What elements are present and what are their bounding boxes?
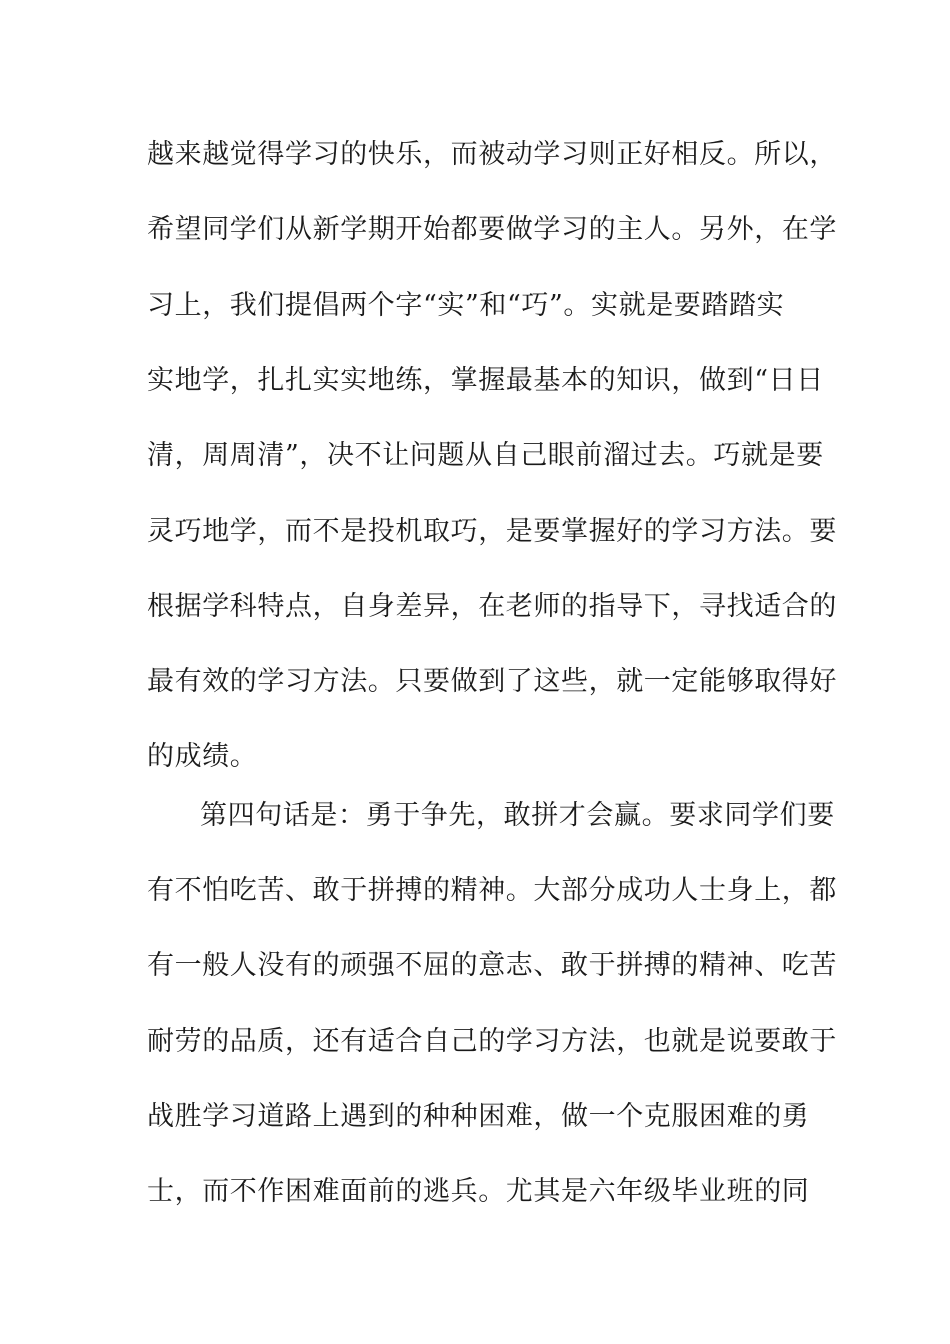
text-line: 灵巧地学，而不是投机取巧，是要掌握好的学习方法。要 [147,516,837,547]
text-line: 习上，我们提倡两个字“实”和“巧”。实就是要踏踏实 [147,290,785,321]
text-line: 有一般人没有的顽强不屈的意志、敢于拼搏的精神、吃苦 [147,950,837,981]
text-line: 的成绩。 [147,741,258,772]
text-line: 根据学科特点，自身差异，在老师的指导下，寻找适合的 [147,591,837,622]
text-line: 战胜学习道路上遇到的种种困难，做一个克服困难的勇 [147,1101,810,1132]
text-line: 希望同学们从新学期开始都要做学习的主人。另外，在学 [147,214,837,245]
text-line: 清，周周清”，决不让问题从自己眼前溜过去。巧就是要 [147,440,824,471]
text-line: 有不怕吃苦、敢于拼搏的精神。大部分成功人士身上，都 [147,875,837,906]
text-line: 士，而不作困难面前的逃兵。尤其是六年级毕业班的同 [147,1176,810,1207]
text-line: 越来越觉得学习的快乐，而被动学习则正好相反。所以， [147,139,837,170]
text-line: 耐劳的品质，还有适合自己的学习方法，也就是说要敢于 [147,1026,837,1057]
paragraph-start-line: 第四句话是：勇于争先，敢拼才会赢。要求同学们要 [200,800,835,831]
text-line: 实地学，扎扎实实地练，掌握最基本的知识，做到“日日 [147,365,824,396]
text-line: 最有效的学习方法。只要做到了这些，就一定能够取得好 [147,666,837,697]
